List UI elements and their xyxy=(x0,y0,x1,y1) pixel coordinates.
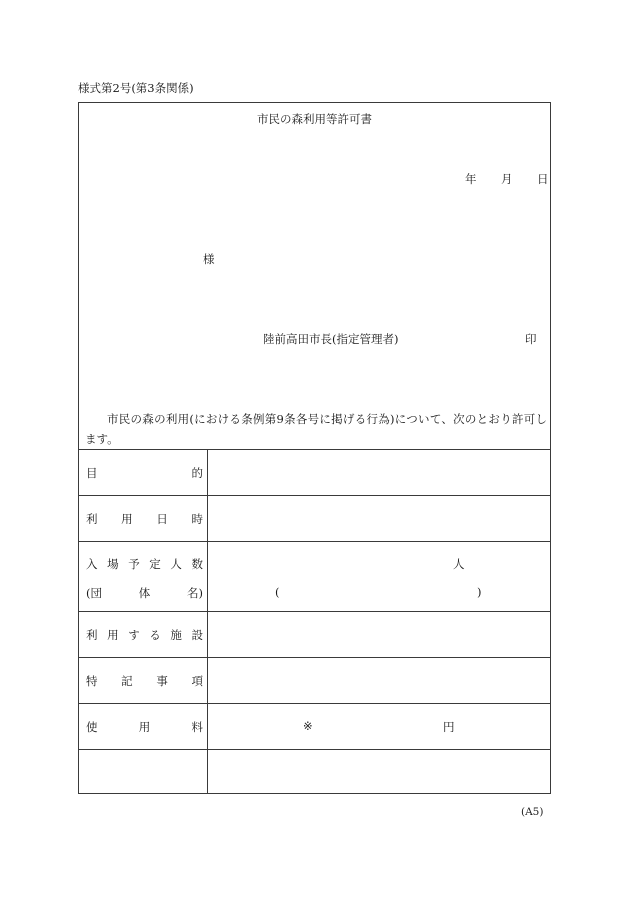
row-facility xyxy=(79,611,550,657)
date-year-label: 年 xyxy=(465,172,477,186)
row-usage-fee xyxy=(79,703,550,749)
group-name-paren-open: ( xyxy=(275,585,280,599)
date-day-label: 日 xyxy=(537,172,549,186)
issuer-name: 陸前高田市長(指定管理者) xyxy=(263,332,399,346)
permit-statement: 市民の森の利用(における条例第9条各号に掲げる行為)について、次のとおり許可します。 xyxy=(85,412,547,446)
row-label-attendance: 入 場 予 定 人 数 xyxy=(86,557,203,571)
paper-size-label: (A5) xyxy=(521,806,544,818)
row-attendance xyxy=(79,541,550,611)
form-title: 市民の森利用等許可書 xyxy=(257,112,372,126)
row-label-special-notes: 特 記 事 項 xyxy=(86,674,203,688)
table-column-divider xyxy=(207,449,208,794)
addressee-suffix: 様 xyxy=(203,252,215,266)
permit-form-frame xyxy=(78,102,551,794)
seal-mark: 印 xyxy=(525,332,537,346)
form-number-label: 様式第2号(第3条関係) xyxy=(78,81,194,95)
row-label-usage-datetime: 利 用 日 時 xyxy=(86,512,203,526)
row-label-purpose: 目 的 xyxy=(86,466,203,480)
date-month-label: 月 xyxy=(501,172,513,186)
row-label-usage-fee: 使 用 料 xyxy=(86,720,203,734)
row-usage-datetime xyxy=(79,495,550,541)
row-label-group-name: (団 体 名) xyxy=(86,586,203,600)
attendance-unit: 人 xyxy=(453,557,465,571)
row-purpose xyxy=(79,449,550,495)
row-blank xyxy=(79,749,550,794)
group-name-paren-close: ) xyxy=(477,585,482,599)
row-special-notes xyxy=(79,657,550,703)
fee-note-mark: ※ xyxy=(303,719,313,733)
row-label-facility: 利 用 す る 施 設 xyxy=(86,628,203,642)
fee-unit: 円 xyxy=(443,720,455,734)
